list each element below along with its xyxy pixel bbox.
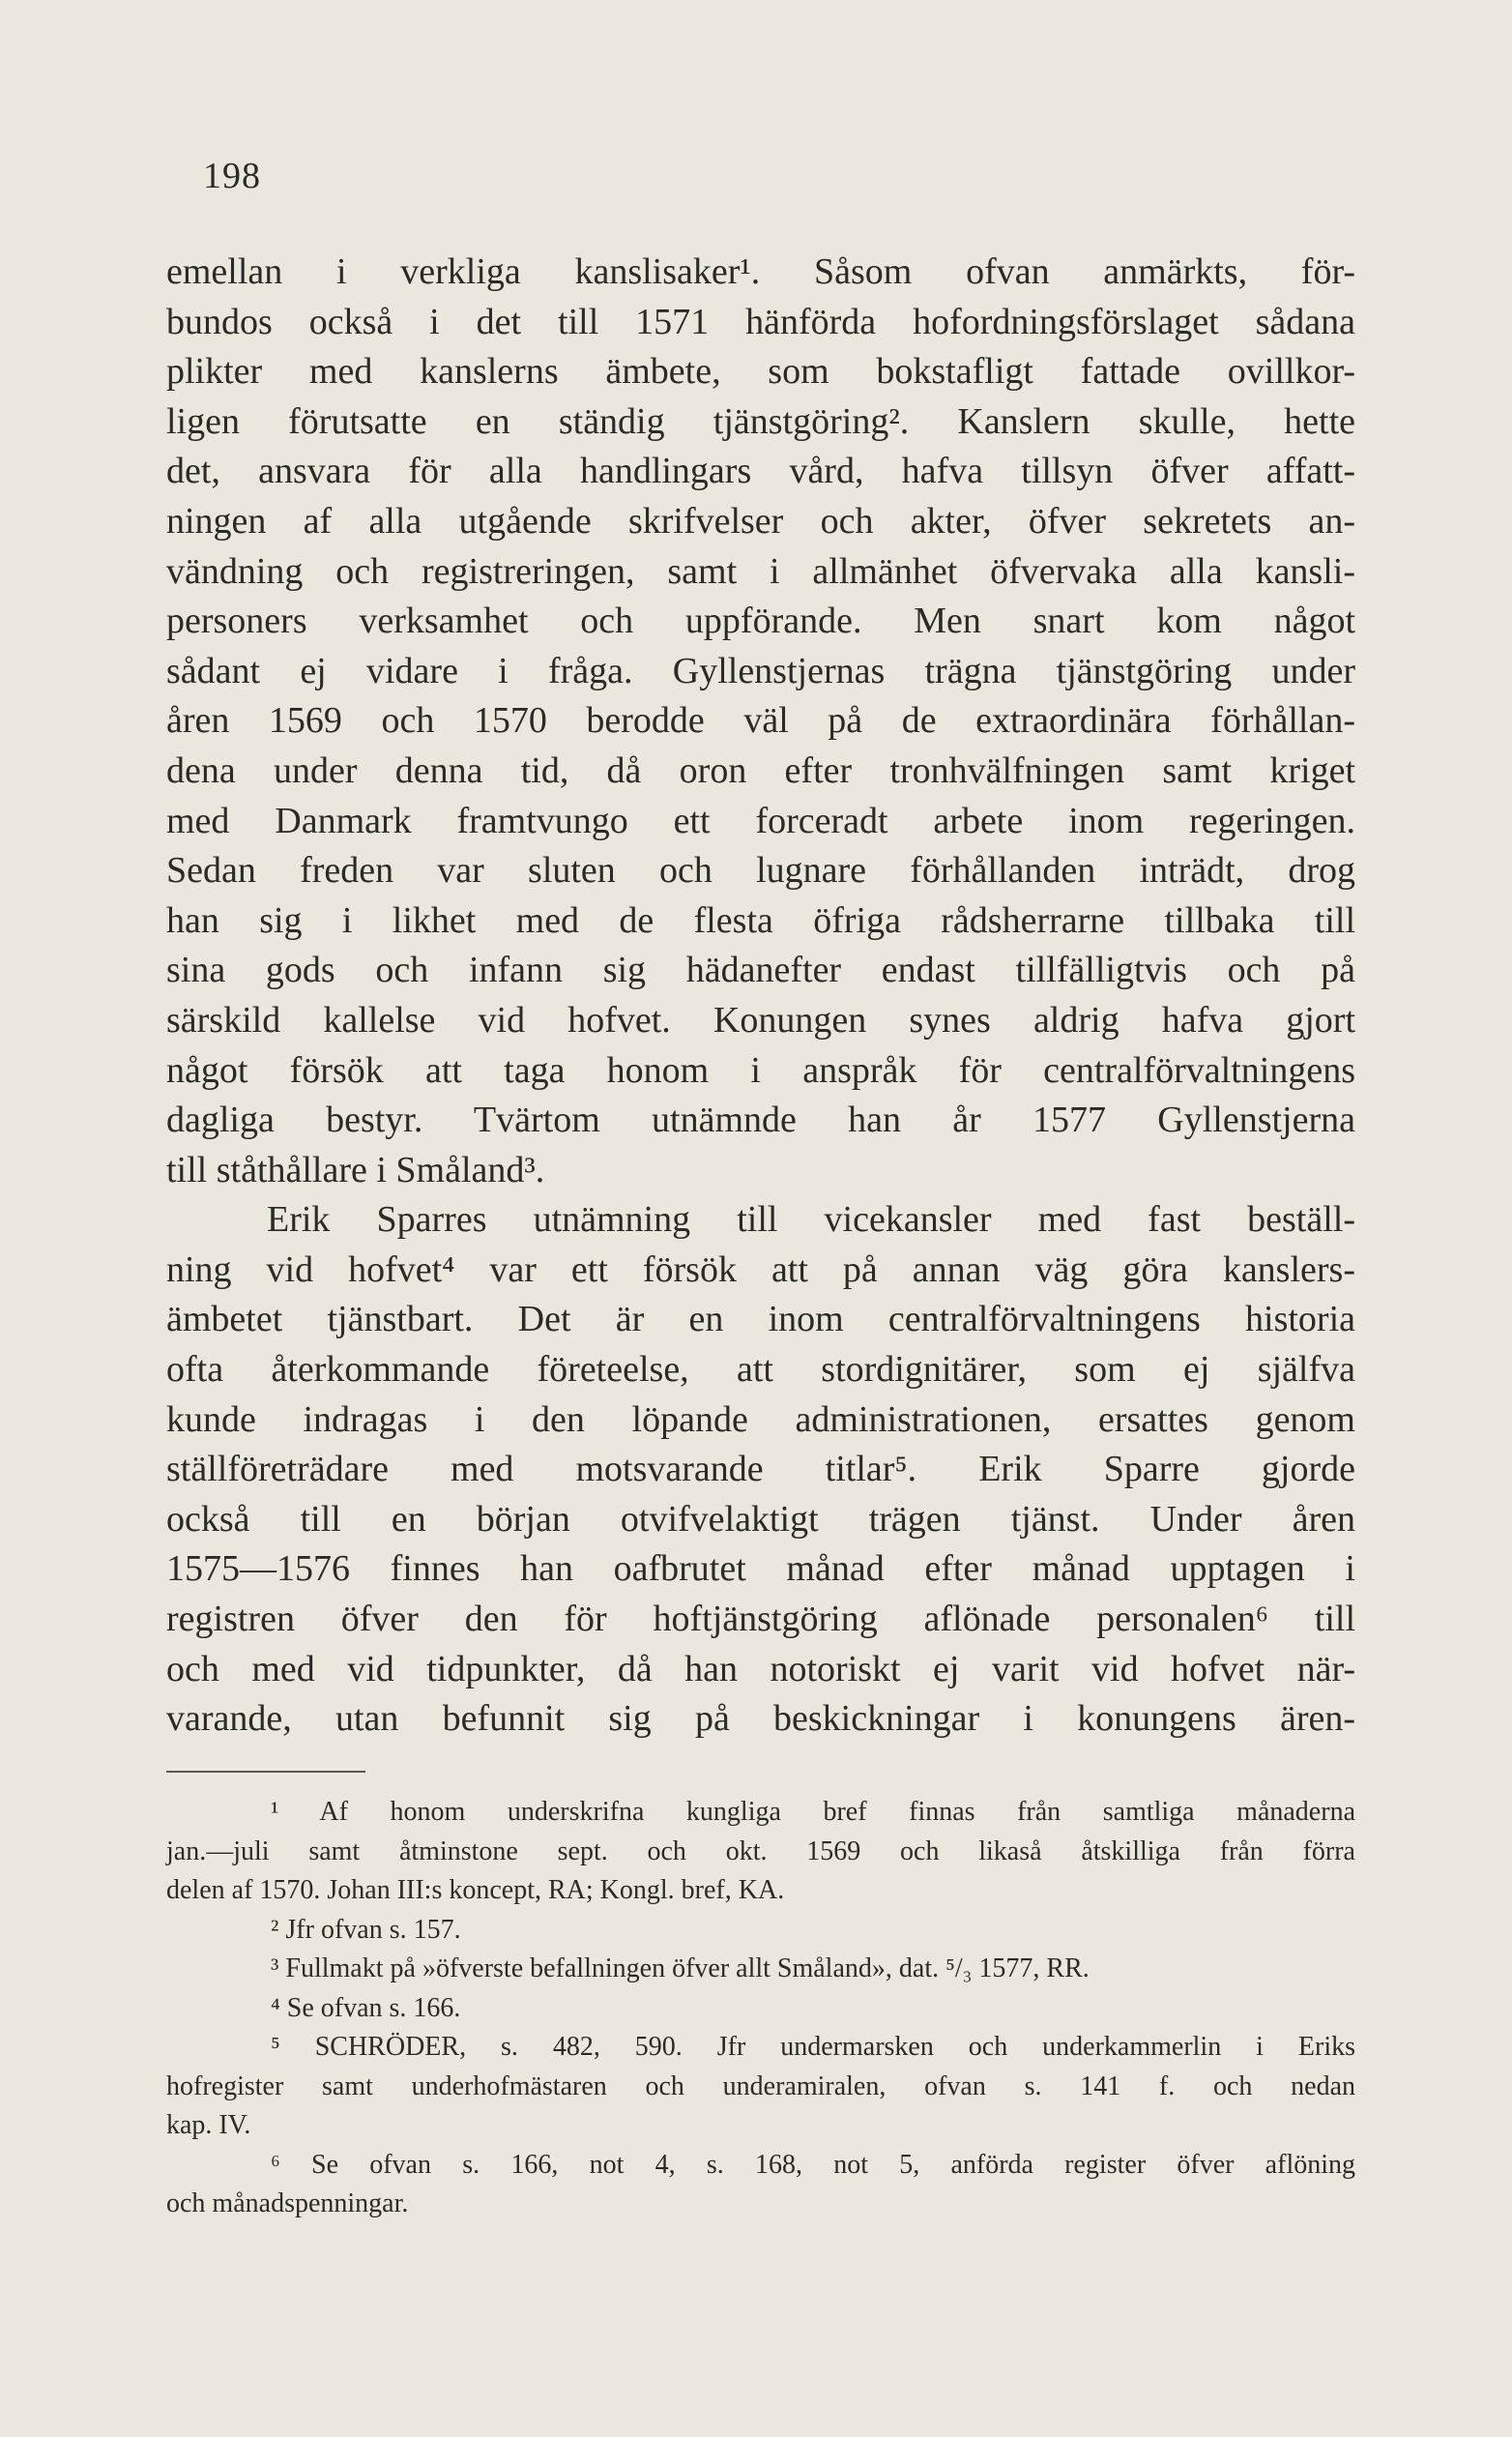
footnote-divider xyxy=(166,1771,365,1773)
text-line: bundos också i det till 1571 hänförda hofordningsförslaget sådana xyxy=(166,301,1355,342)
body-text xyxy=(166,248,1355,1745)
footnote-line: hofregister samt underhofmästaren och underamiralen, ofvan s. 141 f. och nedan xyxy=(166,2070,1355,2101)
text-line: sådant ej vidare i fråga. Gyllenstjernas trägna tjänstgöring under xyxy=(166,650,1355,691)
text-line: det, ansvara för alla handlingars vård, hafva tillsyn öfver affatt- xyxy=(166,451,1355,492)
text-line: ningen af alla utgående skrifvelser och akter, öfver sekretets an- xyxy=(166,500,1355,542)
text-line: Erik Sparres utnämning till vicekansler med fast beställ- xyxy=(267,1199,1355,1241)
text-line: särskild kallelse vid hofvet. Konungen synes aldrig hafva gjort xyxy=(166,999,1355,1041)
text-line: vändning och registreringen, samt i allmänhet öfvervaka alla kansli- xyxy=(166,550,1355,592)
text-line: ämbetet tjänstbart. Det är en inom centralförvaltningens historia xyxy=(166,1299,1355,1340)
text-line: sina gods och infann sig hädanefter endast tillfälligtvis och på xyxy=(166,950,1355,991)
text-line: kunde indragas i den löpande administrationen, ersattes genom xyxy=(166,1398,1355,1440)
text-line: ställföreträdare med motsvarande titlar⁵. Erik Sparre gjorde xyxy=(166,1449,1355,1490)
text-line: personers verksamhet och uppförande. Men snart kom något xyxy=(166,601,1355,642)
footnote-line: kap. IV. xyxy=(166,2110,251,2140)
text-line: plikter med kanslerns ämbete, som bokstafligt fattade ovillkor- xyxy=(166,351,1355,393)
footnote-line: ³ Fullmakt på »öfverste befallningen öfver allt Småland», dat. ⁵/₃ 1577, RR. xyxy=(271,1953,1090,1983)
footnote-line: ⁶ Se ofvan s. 166, not 4, s. 168, not 5, anförda register öfver aflöning xyxy=(271,2149,1355,2180)
footnote-line: ¹ Af honom underskrifna kungliga bref finnas från samtliga månaderna xyxy=(271,1797,1355,1827)
text-line: han sig i likhet med de flesta öfriga rådsherrarne tillbaka till xyxy=(166,899,1355,941)
text-line: något försök att taga honom i anspråk för centralförvaltningens xyxy=(166,1049,1355,1091)
footnote-line: och månadspenningar. xyxy=(166,2188,409,2218)
text-line: registren öfver den för hoftjänstgöring aflönade personalen⁶ till xyxy=(166,1599,1355,1640)
text-line: till ståthållare i Småland³. xyxy=(166,1149,545,1190)
text-line: också till en början otvifvelaktigt trägen tjänst. Under åren xyxy=(166,1498,1355,1540)
text-line: och med vid tidpunkter, då han notoriskt ej varit vid hofvet när- xyxy=(166,1648,1355,1689)
footnote-line: jan.—juli samt åtminstone sept. och okt. 1569 och likaså åtskilliga från förra xyxy=(166,1835,1355,1866)
text-line: med Danmark framtvungo ett forceradt arbete inom regeringen. xyxy=(166,800,1355,841)
text-line: Sedan freden var sluten och lugnare förhållanden inträdt, drog xyxy=(166,850,1355,892)
text-line: dena under denna tid, då oron efter tronhvälfningen samt kriget xyxy=(166,749,1355,791)
text-line: dagliga bestyr. Tvärtom utnämnde han år 1577 Gyllenstjerna xyxy=(166,1100,1355,1141)
text-line: emellan i verkliga kanslisaker¹. Såsom ofvan anmärkts, för- xyxy=(166,251,1355,292)
footnote-line: ² Jfr ofvan s. 157. xyxy=(271,1914,461,1945)
text-line: ligen förutsatte en ständig tjänstgöring². Kanslern skulle, hette xyxy=(166,400,1355,442)
text-line: 1575—1576 finnes han oafbrutet månad efter månad upptagen i xyxy=(166,1548,1355,1590)
text-line: ning vid hofvet⁴ var ett försök att på annan väg göra kanslers- xyxy=(166,1248,1355,1290)
text-line: åren 1569 och 1570 berodde väl på de extraordinära förhållan- xyxy=(166,700,1355,742)
page-number: 198 xyxy=(203,156,261,196)
text-line: varande, utan befunnit sig på beskickningar i konungens ären- xyxy=(166,1698,1355,1740)
footnote-line: delen af 1570. Johan III:s koncept, RA; Kongl. bref, KA. xyxy=(166,1875,785,1905)
footnote-line: ⁴ Se ofvan s. 166. xyxy=(271,1992,461,2023)
footnotes xyxy=(166,1793,1355,2224)
footnote-line: ⁵ SCHRÖDER, s. 482, 590. Jfr undermarsken och underkammerlin i Eriks xyxy=(271,2032,1355,2062)
text-line: ofta återkommande företeelse, att stordignitärer, som ej själfva xyxy=(166,1349,1355,1391)
